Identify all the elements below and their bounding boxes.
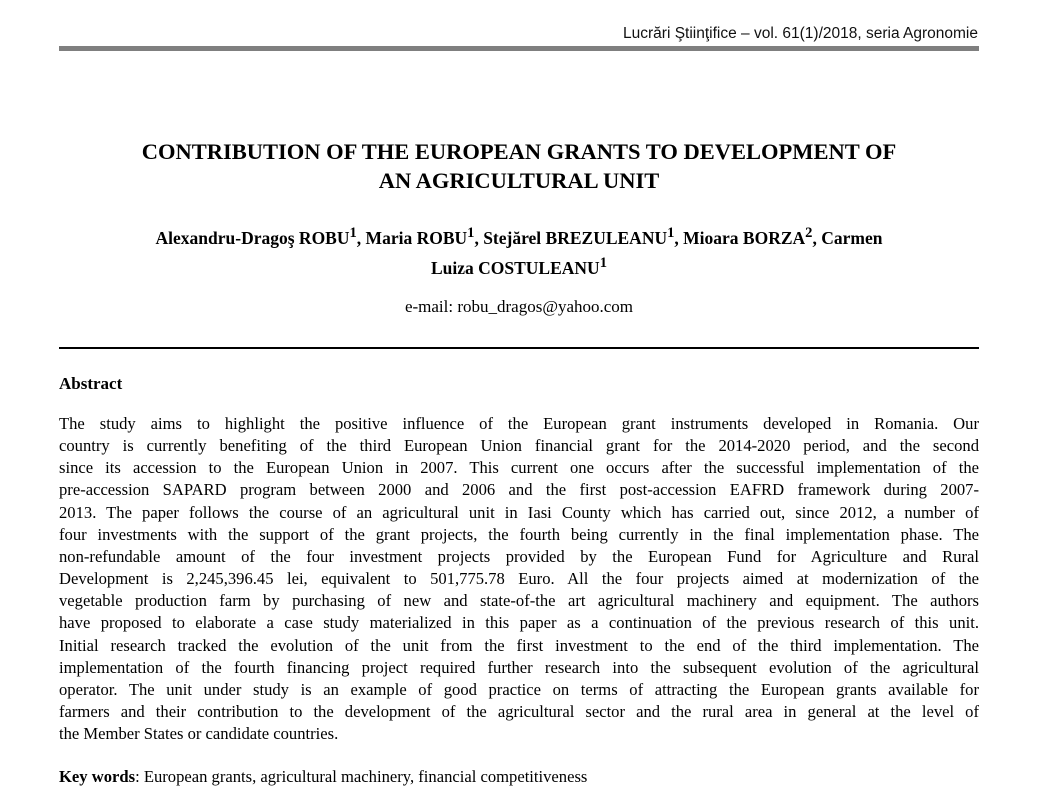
- affiliation-mark: 1: [467, 225, 475, 241]
- affiliation-mark: 1: [349, 225, 357, 241]
- author-name: Maria ROBU: [365, 227, 468, 248]
- abstract-line: farmers and their contribution to the development of the agricultural sector and the rural area in general at the level of: [59, 702, 979, 722]
- paper-title: [59, 137, 979, 195]
- title-line: AN AGRICULTURAL UNIT: [378, 168, 660, 193]
- author-name: Carmen: [821, 227, 883, 248]
- abstract-line: pre-accession SAPARD program between 2000 and 2006 and the first post-accession EAFRD framework during 2007-: [59, 480, 979, 500]
- keywords-label: Key words: [59, 767, 136, 786]
- abstract-line: non-refundable amount of the four investment projects provided by the European Fund for Agriculture and Rural: [59, 546, 979, 566]
- author-name: Luiza COSTULEANU: [430, 257, 600, 278]
- abstract-line: The study aims to highlight the positive influence of the European grant instruments developed in Romania. Our: [59, 414, 979, 433]
- affiliation-mark: 1: [667, 225, 675, 241]
- abstract-line: implementation of the fourth financing project required further research into the subsequent evolution of the agricultural: [59, 657, 979, 677]
- abstract-line: vegetable production farm by purchasing of new and state-of-the art agricultural machinery and equipment. The authors: [59, 591, 979, 611]
- abstract-line: Initial research tracked the evolution of the unit from the first investment to the end of the third implementation. The: [59, 635, 979, 655]
- keywords-text: : European grants, agricultural machinery, financial competitiveness: [135, 767, 588, 786]
- abstract-line: 2013. The paper follows the course of an agricultural unit in Iasi County which has carried out, since 2012, a number of: [59, 502, 979, 522]
- affiliation-mark: 2: [805, 225, 813, 241]
- abstract-line: four investments with the support of the grant projects, the fourth being currently in the final implementation phase. The: [59, 524, 979, 544]
- author-name: Mioara BORZA: [683, 227, 806, 248]
- header-rule: [59, 46, 979, 51]
- author-name: Alexandru-Dragoş ROBU: [155, 227, 350, 248]
- abstract-body: [59, 413, 979, 745]
- abstract-line: country is currently benefiting of the third European Union financial grant for the 2014-2020 period, and the second: [59, 436, 979, 456]
- section-rule: [59, 347, 979, 349]
- abstract-line: since its accession to the European Union in 2007. This current one occurs after the successful implementation of the: [59, 458, 979, 478]
- abstract-line: operator. The unit under study is an example of good practice on terms of attracting the European grants available for: [59, 679, 979, 699]
- author-name: Stejărel BREZULEANU: [483, 227, 668, 248]
- affiliation-mark: 1: [599, 254, 607, 271]
- abstract-line: have proposed to elaborate a case study materialized in this paper as a continuation of the previous research of this unit.: [59, 613, 979, 633]
- abstract-line: the Member States or candidate countries.: [59, 724, 339, 744]
- author-list: Alexandru-Dragoş ROBU$^1$, Maria ROBU$^1$, Stejărel BREZULEANU$^1$, Mioara BORZA$^2$, Carmen Luiza COSTULEANU$^1$: [155, 225, 883, 278]
- abstract-line: Development is 2,245,396.45 lei, equivalent to 501,775.78 Euro. All the four projects aimed at modernization of the: [59, 569, 979, 589]
- abstract-heading: Abstract: [59, 374, 123, 393]
- journal-header: Lucrări Ştiinţifice – vol. 61(1)/2018, seria Agronomie: [623, 25, 978, 42]
- title-line: CONTRIBUTION OF THE EUROPEAN GRANTS TO DEVELOPMENT OF: [141, 139, 897, 164]
- keywords: [59, 767, 587, 787]
- contact-email: e-mail: robu_dragos@yahoo.com: [404, 297, 634, 316]
